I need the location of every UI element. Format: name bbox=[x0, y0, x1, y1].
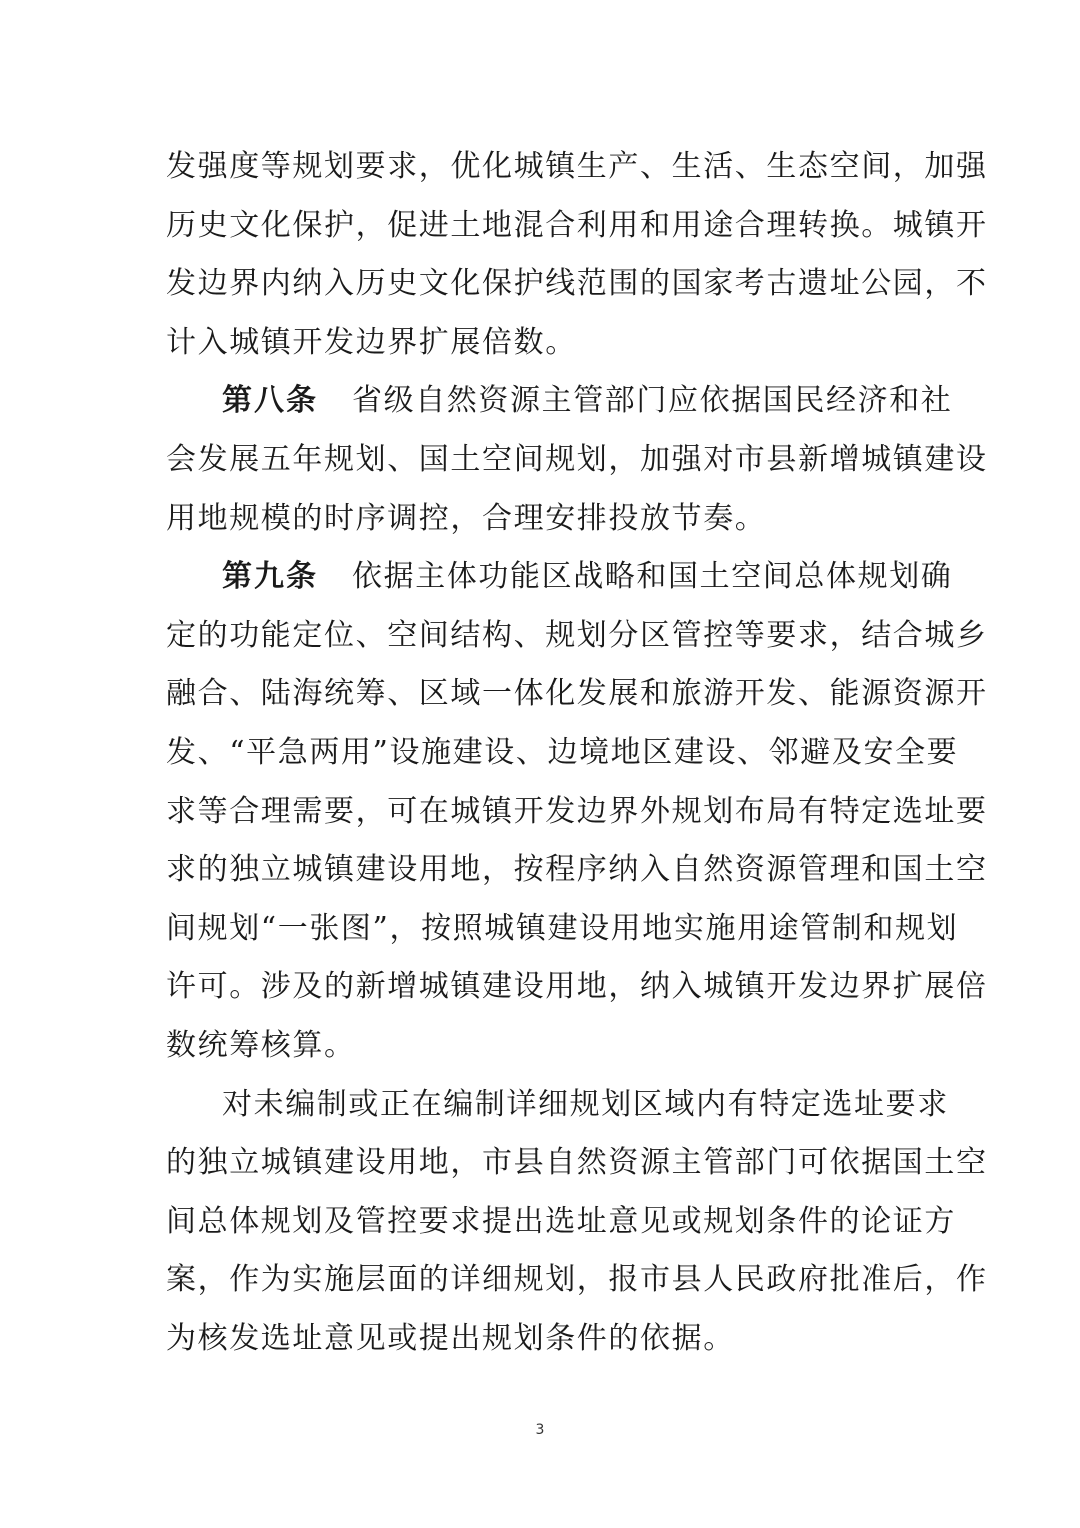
text-line: 对未编制或正在编制详细规划区域内有特定选址要求 bbox=[222, 1086, 949, 1122]
text-line bbox=[166, 372, 953, 431]
article-text: 依据主体功能区战略和国土空间总体规划确 bbox=[352, 559, 953, 595]
text-line bbox=[166, 548, 953, 607]
text-line: 案，作为实施层面的详细规划，报市县人民政府批准后，作 bbox=[166, 1262, 988, 1298]
text-line: 间总体规划及管控要求提出选址意见或规划条件的论证方 bbox=[166, 1203, 956, 1239]
text-line: 为核发选址意见或提出规划条件的依据。 bbox=[166, 1320, 735, 1356]
article-9 bbox=[166, 548, 988, 1075]
document-body bbox=[166, 138, 988, 1368]
text-line: 定的功能定位、空间结构、规划分区管控等要求，结合城乡 bbox=[166, 617, 988, 653]
text-line: 发、“平急两用”设施建设、边境地区建设、邻避及安全要 bbox=[166, 734, 959, 770]
text-line: 数统筹核算。 bbox=[166, 1027, 356, 1063]
text-line: 用地规模的时序调控，合理安排投放节奏。 bbox=[166, 500, 767, 536]
article-heading: 第九条 bbox=[222, 559, 318, 595]
page-number: 3 bbox=[535, 1422, 545, 1438]
article-8 bbox=[166, 372, 988, 548]
text-line: 融合、陆海统筹、区域一体化发展和旅游开发、能源资源开 bbox=[166, 676, 988, 712]
text-line: 发边界内纳入历史文化保护线范围的国家考古遗址公园，不 bbox=[166, 266, 988, 302]
text-line: 许可。涉及的新增城镇建设用地，纳入城镇开发边界扩展倍 bbox=[166, 969, 988, 1005]
text-line: 会发展五年规划、国土空间规划，加强对市县新增城镇建设 bbox=[166, 441, 988, 477]
paragraph-continuation bbox=[166, 138, 988, 372]
text-line: 求等合理需要，可在城镇开发边界外规划布局有特定选址要 bbox=[166, 793, 988, 829]
text-line: 发强度等规划要求，优化城镇生产、生活、生态空间，加强 bbox=[166, 149, 988, 184]
text-line: 求的独立城镇建设用地，按程序纳入自然资源管理和国土空 bbox=[166, 852, 988, 888]
text-line: 历史文化保护，促进土地混合利用和用途合理转换。城镇开 bbox=[166, 207, 988, 243]
article-text: 省级自然资源主管部门应依据国民经济和社 bbox=[352, 383, 953, 419]
text-line: 计入城镇开发边界扩展倍数。 bbox=[166, 324, 577, 360]
article-heading: 第八条 bbox=[222, 383, 318, 419]
text-line: 间规划“一张图”，按照城镇建设用地实施用途管制和规划 bbox=[166, 910, 959, 946]
paragraph bbox=[166, 1076, 988, 1369]
text-line: 的独立城镇建设用地，市县自然资源主管部门可依据国土空 bbox=[166, 1145, 988, 1181]
